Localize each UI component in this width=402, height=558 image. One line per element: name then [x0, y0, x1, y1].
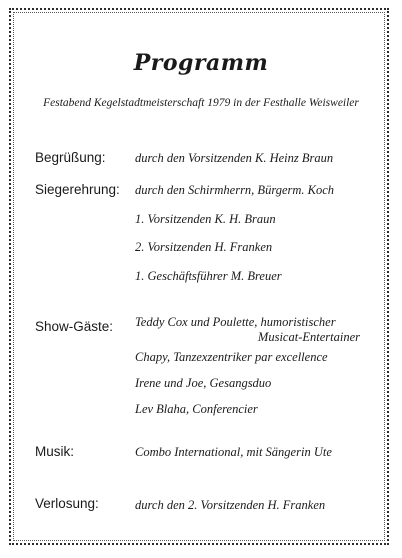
verlosung-line: durch den 2. Vorsitzenden H. Franken: [135, 498, 326, 512]
label-show-gaeste: Show-Gäste:: [35, 319, 114, 334]
show-gaeste-line-1-continued: Musicat-Entertainer: [257, 330, 360, 344]
siegerehrung-line-4: 1. Geschäftsführer M. Breuer: [135, 269, 282, 283]
siegerehrung-line-1: durch den Schirmherrn, Bürgerm. Koch: [135, 183, 335, 197]
siegerehrung-line-2: 1. Vorsitzenden K. H. Braun: [135, 212, 276, 226]
label-verlosung: Verlosung:: [35, 496, 99, 511]
musik-line: Combo International, mit Sängerin Ute: [135, 445, 332, 459]
label-siegerehrung: Siegerehrung:: [35, 182, 120, 197]
show-gaeste-line-4: Lev Blaha, Conferencier: [135, 402, 258, 416]
program-title: Programm: [133, 50, 269, 76]
event-subtitle: Festabend Kegelstadtmeisterschaft 1979 in der Festhalle Weisweiler: [43, 97, 359, 109]
begruessung-line: durch den Vorsitzenden K. Heinz Braun: [135, 151, 334, 165]
label-musik: Musik:: [35, 444, 75, 459]
label-begruessung: Begrüßung:: [35, 150, 106, 165]
show-gaeste-line-1: Teddy Cox und Poulette, humoristischer: [135, 315, 336, 329]
siegerehrung-line-3: 2. Vorsitzenden H. Franken: [135, 240, 273, 254]
show-gaeste-line-2: Chapy, Tanzexzentriker par excellence: [135, 350, 328, 364]
show-gaeste-line-3: Irene und Joe, Gesangsduo: [135, 376, 272, 390]
